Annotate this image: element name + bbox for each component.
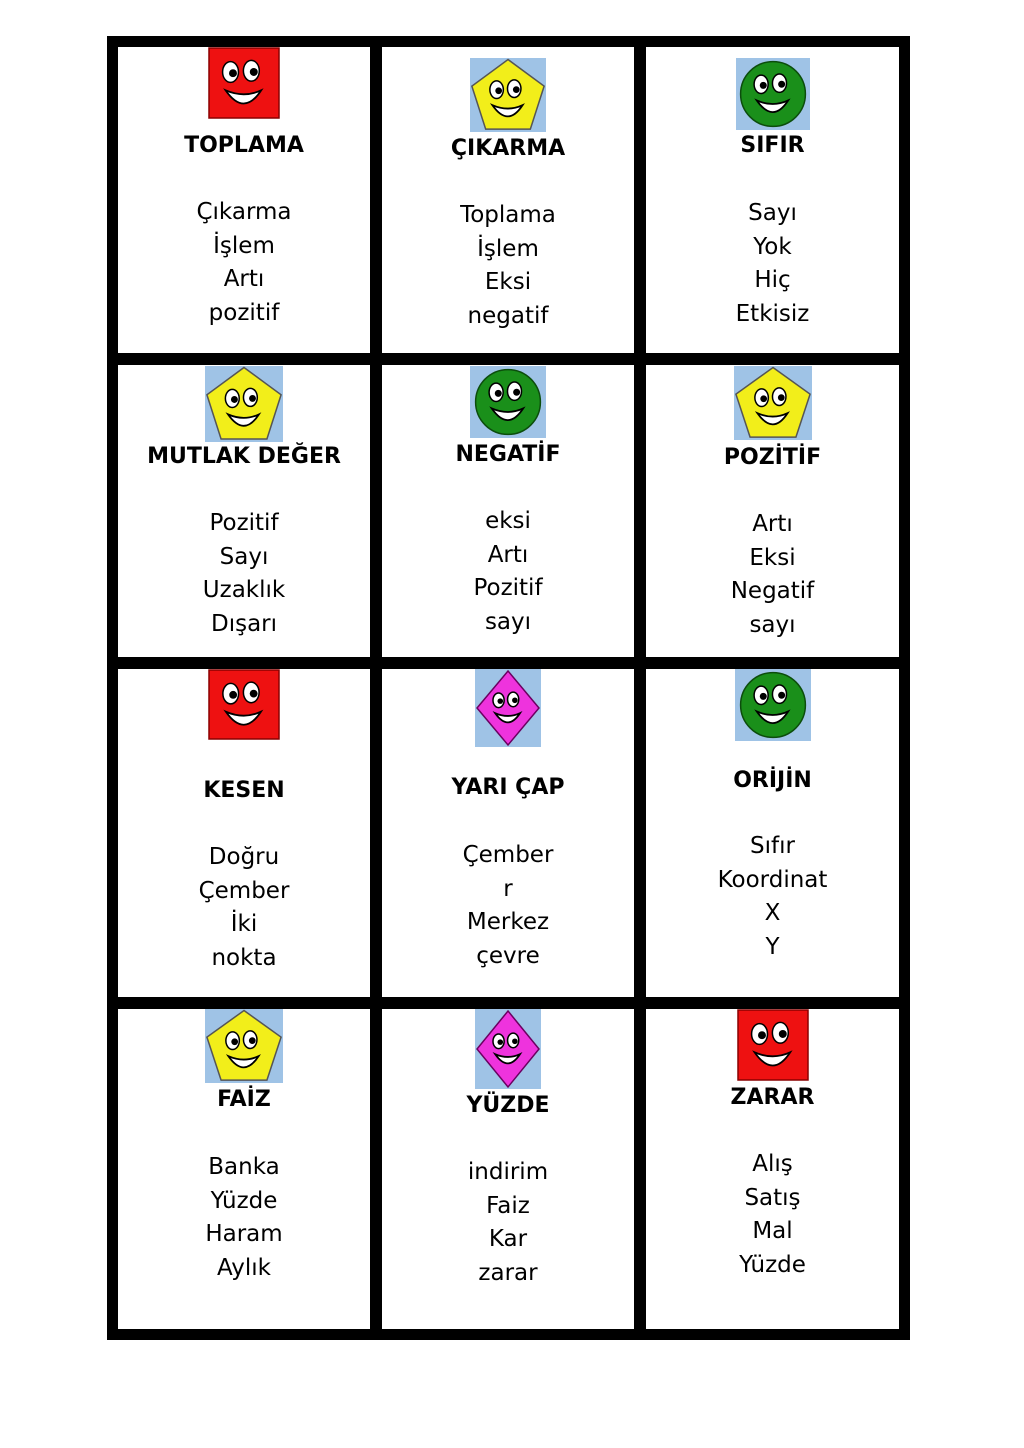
forbidden-word: zarar [478, 1259, 538, 1286]
pink-diamond-face-icon [475, 1009, 541, 1089]
card-title: KESEN [203, 778, 285, 803]
taboo-card [118, 669, 370, 997]
forbidden-words [118, 196, 370, 330]
red-square-face-icon [208, 47, 280, 119]
forbidden-words [382, 199, 634, 333]
forbidden-word: Dışarı [210, 610, 278, 637]
taboo-card [382, 1009, 634, 1329]
forbidden-word: Sıfır [750, 833, 795, 859]
forbidden-word: Alış [752, 1151, 793, 1177]
green-circle-face-icon [736, 58, 810, 130]
forbidden-word: Artı [223, 266, 265, 293]
forbidden-word: Mal [752, 1218, 793, 1245]
forbidden-word: Doğru [208, 844, 280, 870]
forbidden-word: Pozitif [473, 575, 543, 602]
forbidden-word: Negatif [730, 578, 815, 605]
forbidden-word: sayı [484, 608, 532, 635]
red-square-face-icon [208, 669, 280, 740]
forbidden-word: Aylık [217, 1254, 271, 1281]
card-grid [107, 36, 910, 1340]
taboo-card [646, 365, 899, 657]
forbidden-word: negatif [467, 302, 549, 329]
forbidden-word: İşlem [213, 232, 275, 259]
forbidden-word: X [764, 900, 781, 927]
forbidden-word: Y [765, 933, 780, 960]
forbidden-words [382, 1156, 634, 1290]
forbidden-word: İki [230, 911, 258, 938]
green-circle-face-icon [470, 366, 546, 438]
forbidden-words [118, 507, 370, 641]
forbidden-word: Koordinat [717, 866, 828, 893]
forbidden-word: Sayı [748, 200, 797, 226]
forbidden-word: Faiz [486, 1192, 530, 1219]
forbidden-word: Artı [752, 511, 793, 537]
taboo-card [118, 47, 370, 353]
taboo-card [118, 365, 370, 657]
yellow-pentagon-face-icon [205, 366, 283, 442]
forbidden-word: Çıkarma [196, 199, 292, 225]
forbidden-word: Merkez [466, 909, 550, 936]
forbidden-word: Sayı [219, 543, 269, 570]
forbidden-word: pozitif [208, 299, 280, 326]
forbidden-word: Etkisiz [735, 300, 810, 327]
forbidden-words [646, 830, 899, 964]
forbidden-word: Hiç [754, 267, 791, 294]
card-title: POZİTİF [723, 445, 822, 470]
forbidden-word: çevre [476, 942, 540, 969]
forbidden-words [118, 841, 370, 975]
taboo-card [382, 47, 634, 353]
forbidden-word: Eksi [484, 269, 532, 296]
card-title: ORİJİN [733, 768, 812, 793]
card-title: ÇIKARMA [450, 136, 566, 161]
red-square-face-icon [737, 1009, 809, 1081]
forbidden-words [646, 508, 899, 642]
yellow-pentagon-face-icon [734, 366, 812, 440]
forbidden-word: Yüzde [739, 1251, 806, 1278]
forbidden-word: indirim [467, 1159, 549, 1185]
forbidden-word: Çember [198, 877, 290, 904]
card-title: FAİZ [217, 1087, 271, 1112]
forbidden-word: Banka [208, 1154, 280, 1180]
forbidden-word: sayı [749, 611, 796, 638]
forbidden-word: Pozitif [209, 510, 279, 536]
forbidden-word: eksi [485, 508, 531, 534]
card-title: MUTLAK DEĞER [147, 444, 341, 469]
yellow-pentagon-face-icon [470, 58, 546, 132]
forbidden-words [118, 1151, 370, 1285]
card-title: TOPLAMA [184, 133, 304, 158]
forbidden-words [382, 839, 634, 973]
forbidden-word: nokta [211, 944, 277, 971]
forbidden-word: r [503, 875, 513, 902]
taboo-card [382, 365, 634, 657]
forbidden-word: Yüzde [210, 1187, 278, 1214]
card-title: SIFIR [740, 133, 805, 158]
pink-diamond-face-icon [475, 669, 541, 747]
card-title: YÜZDE [466, 1093, 550, 1118]
forbidden-word: Çember [462, 842, 554, 868]
forbidden-word: Haram [205, 1221, 283, 1248]
yellow-pentagon-face-icon [205, 1009, 283, 1083]
card-title: ZARAR [730, 1085, 815, 1110]
taboo-card [382, 669, 634, 997]
card-title: NEGATİF [455, 442, 561, 467]
forbidden-word: İşlem [477, 235, 539, 262]
forbidden-words [646, 1148, 899, 1282]
green-circle-face-icon [735, 669, 811, 741]
forbidden-word: Satış [744, 1184, 801, 1211]
taboo-card [646, 47, 899, 353]
forbidden-word: Kar [488, 1226, 528, 1253]
card-title: YARI ÇAP [451, 775, 565, 800]
forbidden-word: Artı [487, 541, 529, 568]
taboo-card [118, 1009, 370, 1329]
forbidden-words [646, 197, 899, 331]
forbidden-word: Toplama [460, 202, 556, 228]
forbidden-words [382, 505, 634, 639]
forbidden-word: Uzaklık [202, 577, 286, 604]
forbidden-word: Yok [753, 233, 792, 260]
forbidden-word: Eksi [749, 544, 796, 571]
taboo-card [646, 1009, 899, 1329]
taboo-card [646, 669, 899, 997]
